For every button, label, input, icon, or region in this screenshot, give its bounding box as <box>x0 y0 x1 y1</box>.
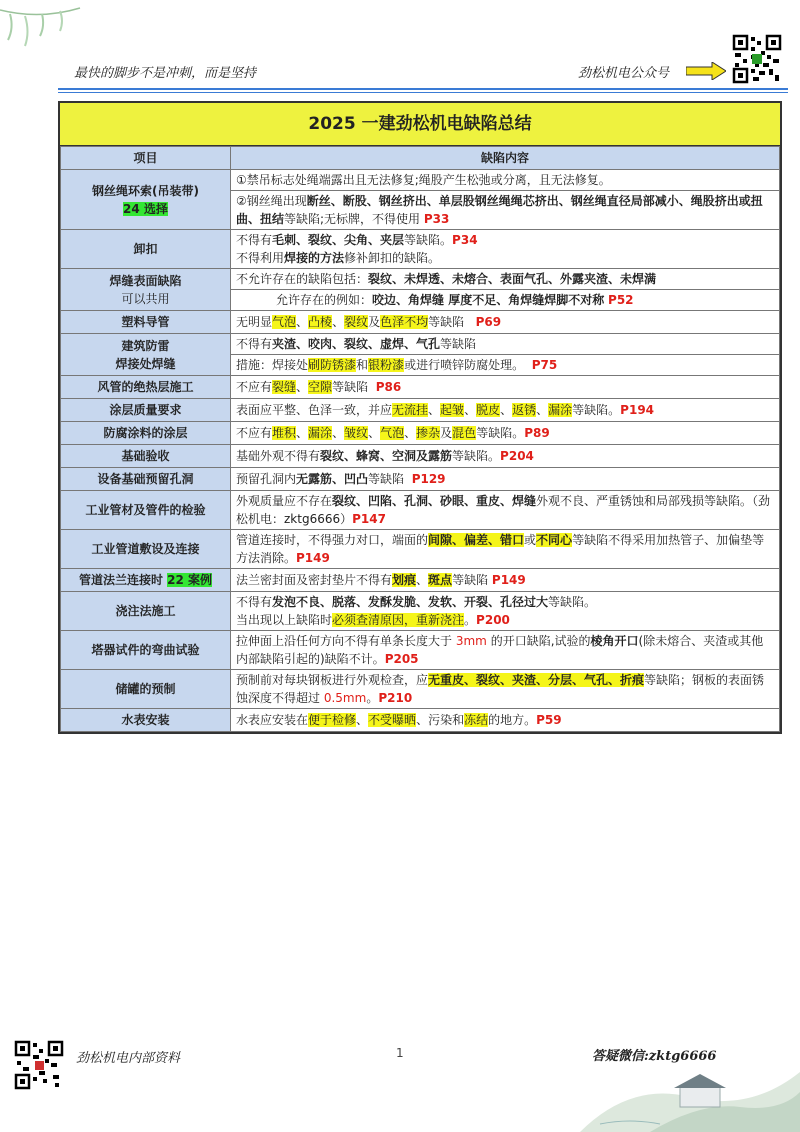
row-item-label: 管道法兰连接时 <box>78 573 163 587</box>
content-bold: 发泡不良、脱落、发酥发脆、发软、开裂、孔径过大 <box>272 595 549 609</box>
page-ref: P147 <box>352 512 386 526</box>
row-content <box>231 709 780 732</box>
content-text: 拉伸面上沿任何方向不得有单条长度大于 <box>236 634 453 648</box>
page-ref: P89 <box>524 426 550 440</box>
content-text: 、 <box>296 380 309 394</box>
table-row <box>61 445 780 468</box>
highlight-text: 漏涂 <box>308 426 333 440</box>
row-item: 风管的绝热层施工 <box>61 376 231 399</box>
content-text: 、 <box>356 713 369 727</box>
highlight-text: 无流挂 <box>392 403 429 417</box>
content-text: 及 <box>368 315 381 329</box>
page-ref: P33 <box>423 212 450 226</box>
content-text: 、 <box>404 426 417 440</box>
page-ref: P194 <box>620 403 655 417</box>
table-row <box>61 670 780 709</box>
content-text: 不允许存在的缺陷包括： <box>236 272 369 286</box>
content-text: 等缺陷。 <box>548 595 597 609</box>
highlight-text: 不同心 <box>536 533 573 547</box>
content-text: 等缺陷;无标牌，不得使用 <box>284 212 421 226</box>
content-text: 修补卸扣的缺陷。 <box>344 251 441 265</box>
row-content <box>231 230 780 269</box>
table-row <box>61 399 780 422</box>
highlight-text: 刷防锈漆 <box>308 358 357 372</box>
highlight-text: 掺杂 <box>416 426 441 440</box>
row-item: 浇注法施工 <box>61 592 231 631</box>
content-text: 当出现以上缺陷时 <box>236 613 333 627</box>
row-item: 工业管材及管件的检验 <box>61 491 231 530</box>
content-text: 、 <box>296 426 309 440</box>
highlight-text: 脱皮 <box>476 403 501 417</box>
content-text: 等缺陷 <box>332 380 369 394</box>
content-text: 、 <box>464 403 477 417</box>
arrow-right-icon <box>686 62 726 80</box>
content-text: 、 <box>416 573 429 587</box>
content-text: 等缺陷 <box>428 315 465 329</box>
page-ref: P86 <box>375 380 402 394</box>
content-text: 法兰密封面及密封垫片不得有 <box>236 573 393 587</box>
content-bold: 裂纹、未焊透、未熔合、表面气孔、外露夹渣、未焊满 <box>368 272 657 286</box>
content-red: 3mm <box>455 634 487 648</box>
content-bold: 焊接的方法 <box>284 251 345 265</box>
row-content <box>231 399 780 422</box>
table-row <box>61 569 780 592</box>
highlight-text: 凸棱 <box>308 315 333 329</box>
content-text: 外观不良、严重锈蚀和局部残损等缺陷。（劲松机电：zktg6666） <box>236 494 771 526</box>
footer-right-text: 答疑微信:zktg6666 <box>592 1049 717 1064</box>
highlight-text: 裂纹 <box>344 315 369 329</box>
content-text: 和 <box>356 358 369 372</box>
content-text: 不得有 <box>236 595 273 609</box>
row-content <box>231 422 780 445</box>
highlight-text: 漏涂 <box>548 403 573 417</box>
highlight-text: 斑点 <box>428 573 453 587</box>
content-text: ①禁吊标志处绳端露出且无法修复;绳股产生松弛或分离，且无法修复。 <box>236 173 611 187</box>
highlight-text: 返锈 <box>512 403 537 417</box>
table-row <box>61 269 780 290</box>
row-item-label: 焊缝表面缺陷 <box>109 273 182 288</box>
content-bold: 毛刺、裂纹、尖角、夹层 <box>272 233 405 247</box>
content-bold: 断丝、断股、钢丝挤出、单层股钢丝绳绳芯挤出、钢丝绳直径局部减小、绳股挤出或扭曲、扭结 <box>236 194 763 226</box>
row-item <box>61 334 231 376</box>
content-text: 、 <box>332 315 345 329</box>
table-row <box>61 468 780 491</box>
content-text: 预留孔洞内 <box>236 472 297 486</box>
highlight-text: 起皱 <box>440 403 465 417</box>
row-content <box>231 631 780 670</box>
table-row <box>61 631 780 670</box>
content-text: 等缺陷；钢板的表面锈蚀深度不得超过 <box>236 673 765 705</box>
highlight-text: 必须查清原因，重新浇注 <box>332 613 465 627</box>
row-content <box>231 191 780 230</box>
row-content <box>231 468 780 491</box>
content-text: 允许存在的例如： <box>276 293 373 307</box>
page-ref: P204 <box>500 449 534 463</box>
table-row <box>61 311 780 334</box>
content-text: 不应有 <box>236 380 273 394</box>
content-text: 等缺陷。 <box>452 449 501 463</box>
row-content <box>231 355 780 376</box>
content-text: 预制前对每块钢板进行外观检查，应 <box>236 673 429 687</box>
highlight-text: 便于检修 <box>308 713 357 727</box>
table-row <box>61 422 780 445</box>
badge-22: 22 案例 <box>167 573 213 587</box>
content-bold: 裂纹、蜂窝、空洞及露筋 <box>320 449 453 463</box>
highlight-text: 裂缝 <box>272 380 297 394</box>
content-text: 、 <box>332 426 345 440</box>
content-text: 等缺陷。 <box>476 426 525 440</box>
row-item <box>61 269 231 311</box>
page-ref: P69 <box>475 315 502 329</box>
content-text: 不得有 <box>236 233 273 247</box>
content-text: 或 <box>524 533 537 547</box>
row-item: 设备基础预留孔洞 <box>61 468 231 491</box>
row-content <box>231 334 780 355</box>
page-ref: P34 <box>452 233 478 247</box>
table-row <box>61 376 780 399</box>
table-header-row <box>61 147 780 170</box>
content-text: 不得有 <box>236 337 273 351</box>
content-text: 、 <box>296 315 309 329</box>
page-ref: P75 <box>531 358 558 372</box>
highlight-text: 堆积 <box>272 426 297 440</box>
wechat-label: 劲松机电公众号 <box>578 66 670 81</box>
row-content <box>231 491 780 530</box>
row-item: 塔器试件的弯曲试验 <box>61 631 231 670</box>
landscape-decoration <box>540 1012 800 1132</box>
highlight-text: 银粉漆 <box>368 358 405 372</box>
content-text: 及 <box>440 426 453 440</box>
content-text: 等缺陷不得采用加热管子、加偏垫等方法消除。 <box>236 533 765 565</box>
page-number: 1 <box>396 1046 404 1060</box>
content-bold: 裂纹、凹陷、孔洞、砂眼、重皮、焊缝 <box>332 494 537 508</box>
content-text: 、 <box>368 426 381 440</box>
table-row <box>61 592 780 631</box>
row-content <box>231 290 780 311</box>
content-text: 、 <box>500 403 513 417</box>
highlight-text: 气泡 <box>380 426 405 440</box>
defect-summary-table <box>58 101 782 734</box>
content-text: 的开口缺陷,试验的 <box>490 634 591 648</box>
content-text: 。 <box>464 613 477 627</box>
highlight-text: 冻结 <box>464 713 489 727</box>
row-item <box>61 170 231 230</box>
content-bold: 无露筋、凹凸 <box>296 472 369 486</box>
page-ref: P149 <box>491 573 526 587</box>
content-red: 0.5mm <box>323 691 367 705</box>
highlight-text: 不受曝晒 <box>368 713 417 727</box>
row-item: 工业管道敷设及连接 <box>61 530 231 569</box>
row-content <box>231 170 780 191</box>
content-text: 等缺陷。 <box>572 403 621 417</box>
content-text: 、 <box>428 403 441 417</box>
content-bold: 棱角开口 <box>590 634 639 648</box>
content-text: 、污染和 <box>416 713 465 727</box>
page-ref: P200 <box>476 613 510 627</box>
row-content <box>231 269 780 290</box>
page-ref: P205 <box>384 652 419 666</box>
row-item-label: 钢丝绳环索(吊装带) <box>92 183 199 198</box>
content-text: 不应有 <box>236 426 273 440</box>
content-text: 基础外观不得有 <box>236 449 321 463</box>
table-row <box>61 530 780 569</box>
highlight-text: 间隙、偏差、错口 <box>428 533 525 547</box>
page-ref: P59 <box>536 713 562 727</box>
table-row <box>61 334 780 355</box>
content-text: 措施：焊接处 <box>236 358 309 372</box>
table-row <box>61 230 780 269</box>
content-text: 等缺陷。 <box>404 233 453 247</box>
footer-left-text: 劲松机电内部资料 <box>76 1051 181 1066</box>
content-bold: 夹渣、咬肉、裂纹、虚焊、气孔 <box>272 337 441 351</box>
table-row <box>61 491 780 530</box>
page-title: 2025 一建劲松机电缺陷总结 <box>60 103 780 146</box>
page-header <box>58 52 788 92</box>
row-item: 防腐涂料的涂层 <box>61 422 231 445</box>
table-row <box>61 709 780 732</box>
content-text: 管道连接时，不得强力对口，端面的 <box>236 533 429 547</box>
row-item: 水表安装 <box>61 709 231 732</box>
highlight-text: 划痕 <box>392 573 417 587</box>
content-text: 等缺陷 <box>440 337 477 351</box>
header-divider-thin <box>58 92 788 93</box>
row-item <box>61 569 231 592</box>
column-header-item: 项目 <box>61 147 231 170</box>
row-item-note: 可以共用 <box>121 291 170 306</box>
page-ref: P52 <box>608 293 634 307</box>
row-content <box>231 311 780 334</box>
row-content <box>231 376 780 399</box>
highlight-text: 色泽不均 <box>380 315 429 329</box>
page-ref: P149 <box>296 551 330 565</box>
row-item: 卸扣 <box>61 230 231 269</box>
row-content <box>231 445 780 468</box>
highlight-text: 无重皮、裂纹、夹渣、分层、气孔、折痕 <box>428 673 645 687</box>
content-text: 表面应平整、色泽一致，并应 <box>236 403 393 417</box>
row-item: 涂层质量要求 <box>61 399 231 422</box>
table-row <box>61 170 780 191</box>
row-item-label: 建筑防雷 <box>121 338 170 353</box>
content-text: 或进行喷锌防腐处理。 <box>404 358 525 372</box>
content-text: 无明显 <box>236 315 273 329</box>
highlight-text: 皱纹 <box>344 426 369 440</box>
highlight-text: 气泡 <box>272 315 297 329</box>
badge-24: 24 选择 <box>123 201 168 216</box>
content-text: 水表应安装在 <box>236 713 309 727</box>
row-content <box>231 569 780 592</box>
highlight-text: 空隙 <box>308 380 333 394</box>
content-bold: 咬边、角焊缝 厚度不足、角焊缝焊脚不对称 <box>372 293 605 307</box>
row-content <box>231 670 780 709</box>
row-item: 塑料导管 <box>61 311 231 334</box>
content-text: 的地方。 <box>488 713 537 727</box>
content-text: 外观质量应不存在 <box>236 494 333 508</box>
content-text: 。 <box>366 691 379 705</box>
column-header-content: 缺陷内容 <box>231 147 780 170</box>
row-item: 基础验收 <box>61 445 231 468</box>
content-text: ②钢丝绳出现 <box>236 194 307 208</box>
motto-text: 最快的脚步不是冲刺，而是坚持 <box>74 66 257 81</box>
content-text: 、 <box>536 403 549 417</box>
page-ref: P210 <box>378 691 413 705</box>
row-item: 储罐的预制 <box>61 670 231 709</box>
highlight-text: 混色 <box>452 426 477 440</box>
page-ref: P129 <box>411 472 446 486</box>
content-text: 不得利用 <box>236 251 285 265</box>
qr-code-icon <box>14 1040 64 1090</box>
row-content <box>231 592 780 631</box>
content-text: (除未熔合、夹渣或其他内部缺陷引起的)缺陷不计。 <box>236 634 764 666</box>
qr-code-icon <box>732 34 782 84</box>
row-content <box>231 530 780 569</box>
content-text: 等缺陷 <box>368 472 405 486</box>
content-text: 等缺陷 <box>452 573 489 587</box>
row-item-label: 焊接处焊缝 <box>115 356 176 371</box>
header-divider <box>58 88 788 90</box>
